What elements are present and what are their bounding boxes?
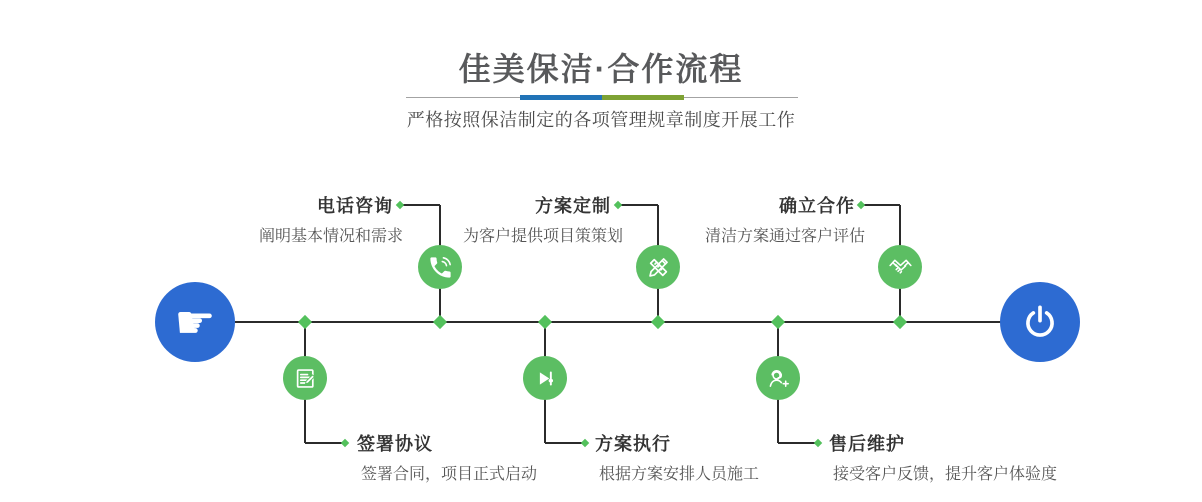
- step2-title: 签署协议: [357, 434, 433, 454]
- phone-call-icon: [427, 254, 454, 281]
- timeline-start-node: [155, 282, 235, 362]
- play-execute-icon: [532, 365, 559, 392]
- step4-label: [595, 430, 759, 484]
- step3-connector: [618, 204, 658, 206]
- step2-desc: 签署合同，项目正式启动: [361, 466, 538, 483]
- divider-green-segment: [602, 95, 684, 100]
- step1-circle: [418, 245, 462, 289]
- step4-title: 方案执行: [595, 434, 671, 454]
- step1-title: 电话咨询: [317, 196, 393, 216]
- step6-connector: [778, 442, 818, 444]
- step6-label-diamond: [814, 439, 822, 447]
- title-divider: [406, 95, 798, 101]
- step5-timeline-diamond: [893, 315, 907, 329]
- step1-timeline-diamond: [433, 315, 447, 329]
- step2-circle: [283, 356, 327, 400]
- step3-circle: [636, 245, 680, 289]
- step2-connector: [305, 442, 345, 444]
- divider-blue-segment: [520, 95, 602, 100]
- step6-desc: 接受客户反馈，提升客户体验度: [833, 466, 1058, 483]
- timeline-line: [235, 321, 1001, 323]
- page-subtitle: 严格按照保洁制定的各项管理规章制度开展工作: [406, 110, 796, 130]
- step1-connector: [400, 204, 440, 206]
- step3-timeline-diamond: [651, 315, 665, 329]
- step2-label-diamond: [341, 439, 349, 447]
- step3-desc: 为客户提供项目策策划: [462, 228, 623, 245]
- step4-label-diamond: [581, 439, 589, 447]
- step3-title: 方案定制: [535, 196, 611, 216]
- contract-pen-icon: [292, 365, 319, 392]
- step5-title: 确立合作: [779, 196, 855, 216]
- step5-connector: [860, 204, 900, 206]
- pencil-ruler-icon: [645, 254, 672, 281]
- step5-label: [705, 192, 865, 246]
- step2-label: [357, 430, 537, 484]
- page-title: 佳美保洁·合作流程: [458, 51, 744, 87]
- step4-timeline-diamond: [538, 315, 552, 329]
- power-icon: [1019, 301, 1061, 343]
- step6-title: 售后维护: [829, 434, 905, 454]
- step1-label: [259, 192, 403, 246]
- step4-desc: 根据方案安排人员施工: [599, 466, 760, 483]
- pointing-hand-icon: ☛: [174, 295, 216, 349]
- step1-desc: 阐明基本情况和需求: [258, 228, 403, 245]
- step6-circle: [756, 356, 800, 400]
- step6-timeline-diamond: [771, 315, 785, 329]
- step4-connector: [545, 442, 585, 444]
- step6-label: [829, 430, 1057, 484]
- customer-service-icon: [765, 365, 792, 392]
- step2-timeline-diamond: [298, 315, 312, 329]
- timeline-end-node: [1000, 282, 1080, 362]
- handshake-icon: [887, 254, 914, 281]
- step3-label: [463, 192, 623, 246]
- step5-desc: 清洁方案通过客户评估: [704, 228, 865, 245]
- step5-circle: [878, 245, 922, 289]
- step4-circle: [523, 356, 567, 400]
